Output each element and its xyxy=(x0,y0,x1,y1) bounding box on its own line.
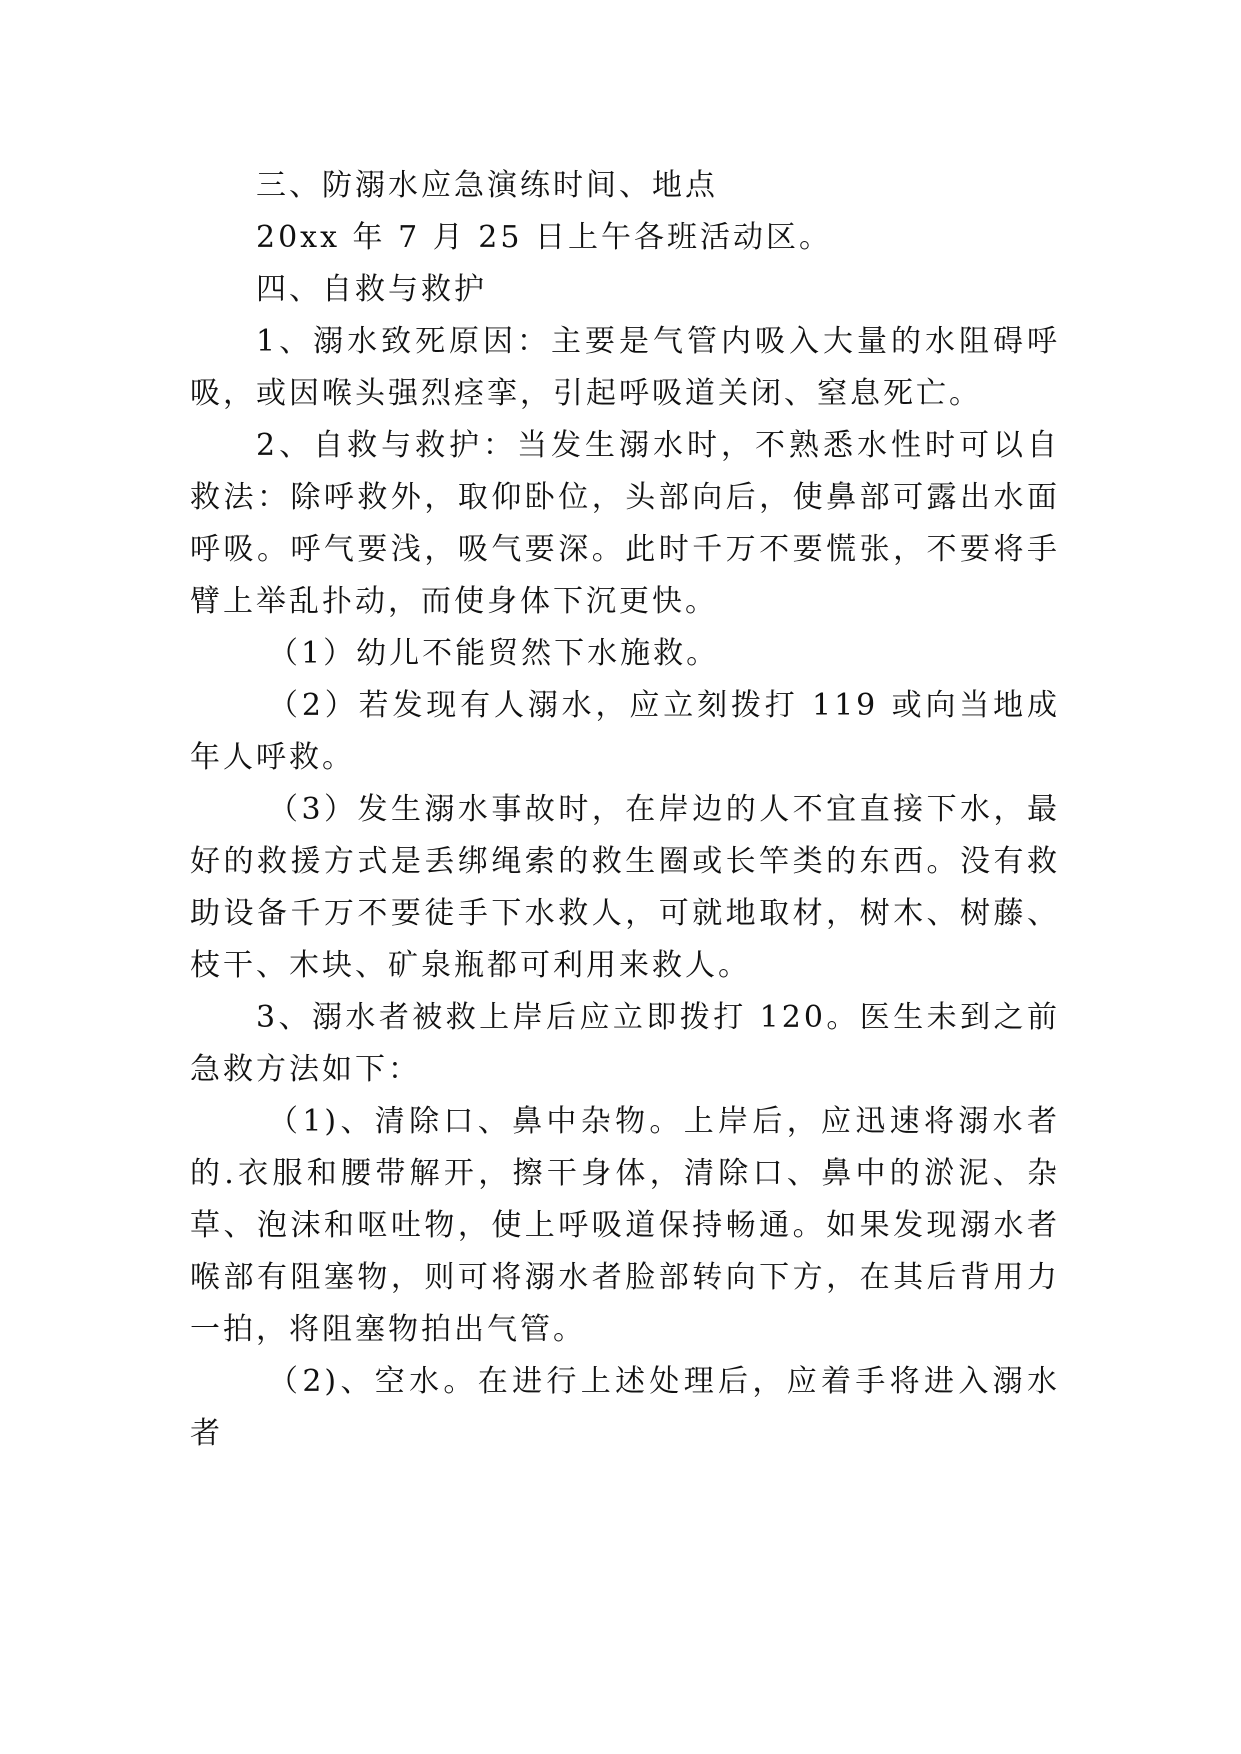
first-aid-step-1: （1)、清除口、鼻中杂物。上岸后，应迅速将溺水者的.衣服和腰带解开，擦干身体，清除口、鼻中的淤泥、杂草、泡沫和呕吐物，使上呼吸道保持畅通。如果发现溺水者喉部有阻塞物，则可将溺水者脸部转向下方，在其后背用力一拍，将阻塞物拍出气管。 xyxy=(190,1104,1060,1347)
paragraph-self-rescue: 2、自救与救护：当发生溺水时，不熟悉水性时可以自救法：除呼救外，取仰卧位，头部向后，使鼻部可露出水面呼吸。呼气要浅，吸气要深。此时千万不要慌张，不要将手臂上举乱扑动，而使身体下沉更快。 xyxy=(190,428,1060,619)
drill-date-paragraph: 20xx 年 7 月 25 日上午各班活动区。 xyxy=(256,220,832,255)
paragraph-cause-of-death: 1、溺水致死原因：主要是气管内吸入大量的水阻碍呼吸，或因喉头强烈痉挛，引起呼吸道关闭、窒息死亡。 xyxy=(190,324,1060,411)
section-heading-self-rescue: 四、自救与救护 xyxy=(256,272,487,307)
document-body xyxy=(190,160,1060,1460)
list-item-1: （1）幼儿不能贸然下水施救。 xyxy=(268,636,720,671)
first-aid-step-2: （2)、空水。在进行上述处理后，应着手将进入溺水者 xyxy=(190,1364,1060,1451)
list-item-2: （2）若发现有人溺水，应立刻拨打 119 或向当地成年人呼救。 xyxy=(190,688,1060,775)
paragraph-first-aid: 3、溺水者被救上岸后应立即拨打 120。医生未到之前急救方法如下： xyxy=(190,1000,1060,1087)
section-heading-time-location: 三、防溺水应急演练时间、地点 xyxy=(256,168,718,203)
list-item-3: （3）发生溺水事故时，在岸边的人不宜直接下水，最好的救援方式是丢绑绳索的救生圈或长竿类的东西。没有救助设备千万不要徒手下水救人，可就地取材，树木、树藤、枝干、木块、矿泉瓶都可利用来救人。 xyxy=(190,792,1060,983)
